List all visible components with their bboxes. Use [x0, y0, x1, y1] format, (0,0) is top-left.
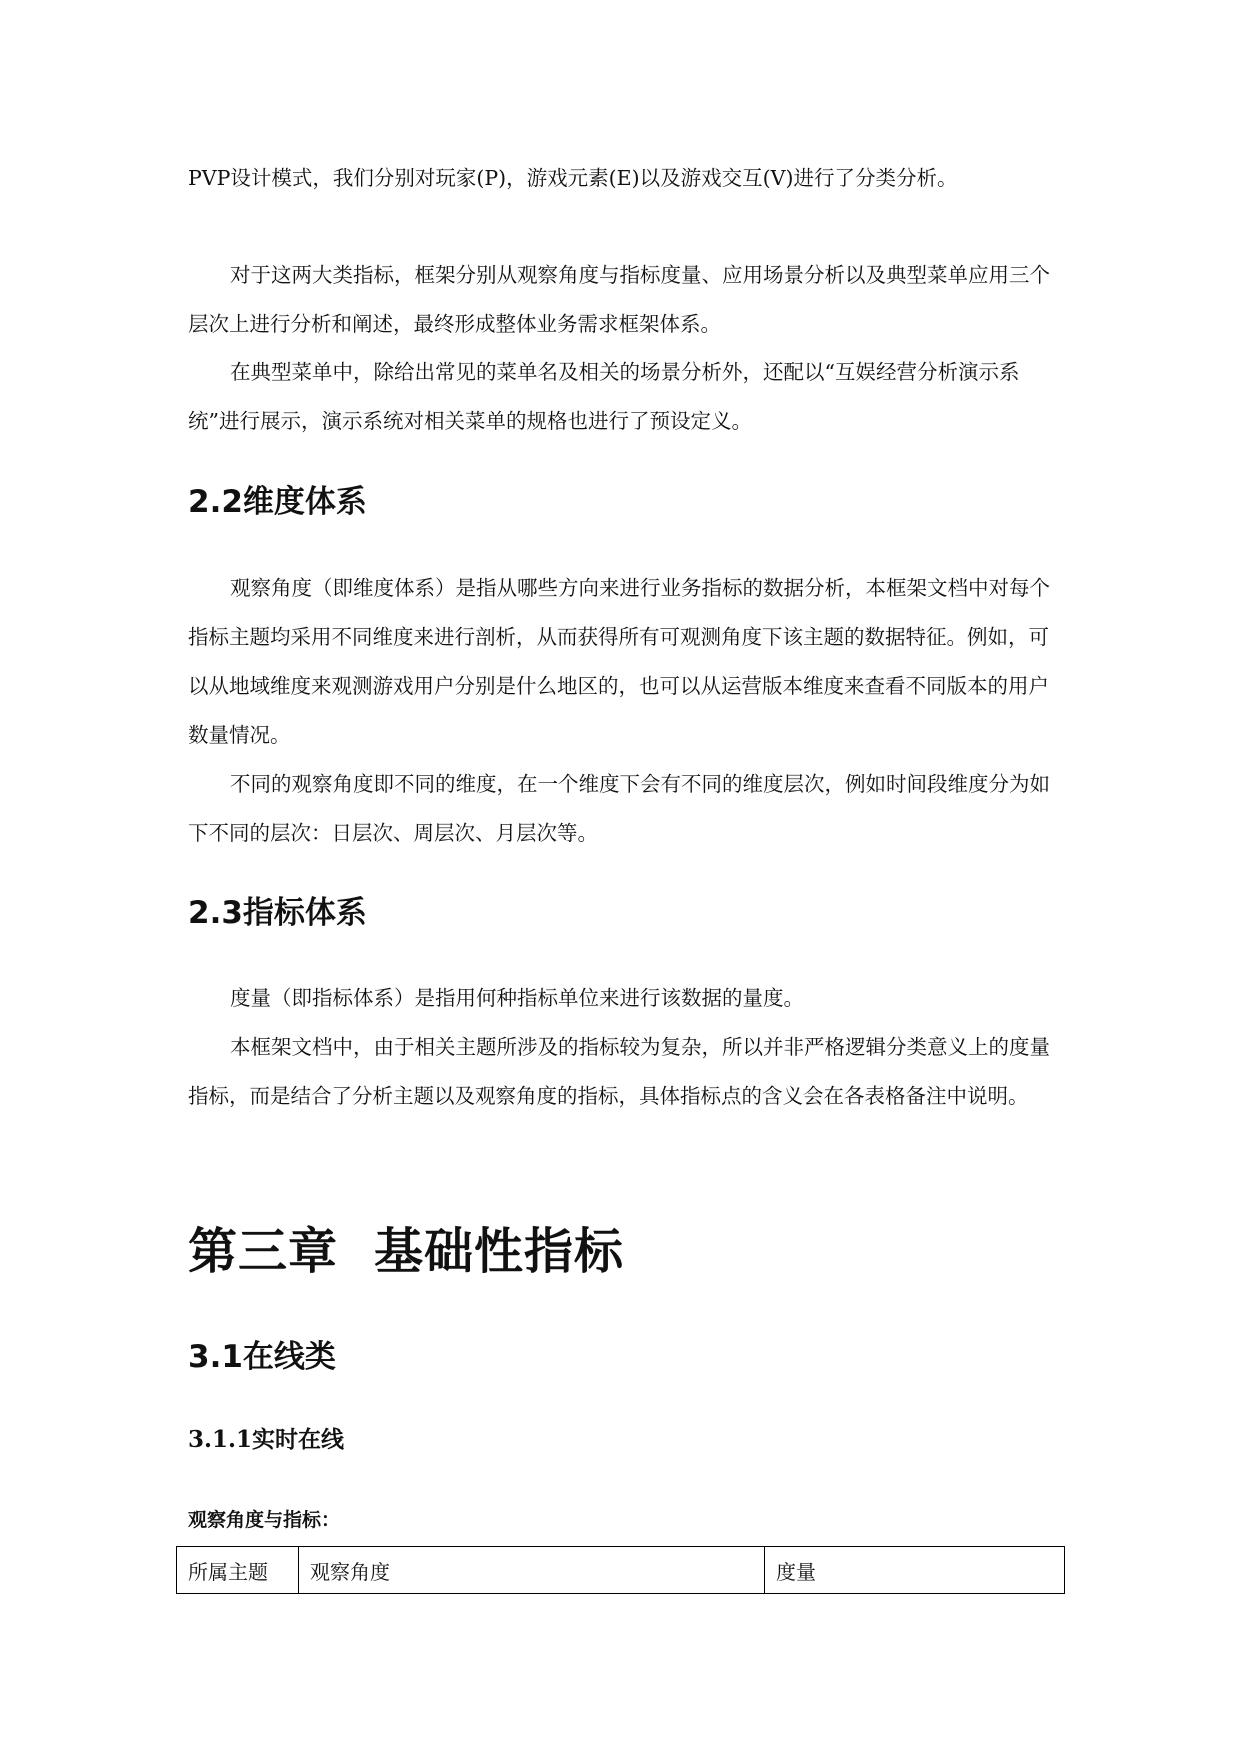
heading-2-3: 2.3指标体系 — [188, 895, 367, 931]
paragraph-measure-definition: 度量（即指标体系）是指用何种指标单位来进行该数据的量度。 — [230, 986, 804, 1010]
heading-3-1: 3.1在线类 — [188, 1339, 336, 1375]
paragraph-framework: 对于这两大类指标，框架分别从观察角度与指标度量、应用场景分析以及典型菜单应用三个层次上进行分析和阐述，最终形成整体业务需求框架体系。 — [188, 263, 1050, 336]
paragraph-typical-menu: 在典型菜单中，除给出常见的菜单名及相关的场景分析外，还配以“互娱经营分析演示系统”进行展示，演示系统对相关菜单的规格也进行了预设定义。 — [188, 360, 1020, 433]
table-header-cell: 观察角度 — [299, 1547, 765, 1594]
table-header-row — [177, 1547, 1065, 1594]
table-header-cell: 所属主题 — [177, 1547, 299, 1594]
table-caption: 观察角度与指标： — [188, 1509, 341, 1531]
chapter-heading — [188, 1222, 624, 1282]
heading-3-1-1: 3.1.1实时在线 — [188, 1426, 345, 1453]
chapter-number: 第三章 — [188, 1223, 339, 1280]
heading-2-2: 2.2维度体系 — [188, 484, 367, 520]
paragraph-dimension-definition: 观察角度（即维度体系）是指从哪些方向来进行业务指标的数据分析，本框架文档中对每个指标主题均采用不同维度来进行剖析，从而获得所有可观测角度下该主题的数据特征。例如，可以从地域维度来观测游戏用户分别是什么地区的，也可以从运营版本维度来查看不同版本的用户数量情况。 — [188, 576, 1050, 747]
table-header-cell: 度量 — [765, 1547, 1065, 1594]
chapter-title: 基础性指标 — [374, 1223, 625, 1280]
paragraph-dimension-levels: 不同的观察角度即不同的维度，在一个维度下会有不同的维度层次，例如时间段维度分为如下不同的层次：日层次、周层次、月层次等。 — [188, 772, 1050, 845]
paragraph-measure-detail: 本框架文档中，由于相关主题所涉及的指标较为复杂，所以并非严格逻辑分类意义上的度量指标，而是结合了分析主题以及观察角度的指标，具体指标点的含义会在各表格备注中说明。 — [188, 1035, 1050, 1108]
paragraph-pvp: PVP设计模式，我们分别对玩家(P)，游戏元素(E)以及游戏交互(V)进行了分类分析。 — [188, 166, 958, 190]
metrics-table — [176, 1546, 1065, 1594]
